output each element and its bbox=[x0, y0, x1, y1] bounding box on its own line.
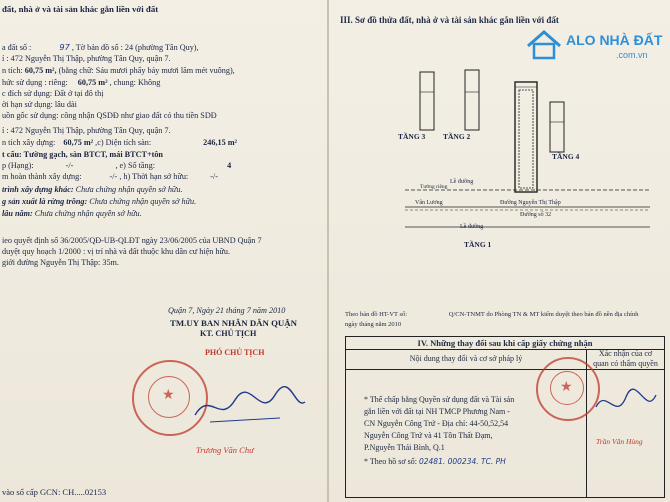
completion-line: m hoàn thành xây dựng: -/- , h) Thời hạn sở hữu: -/- bbox=[2, 172, 218, 181]
address-line: ỉ : 472 Nguyễn Thị Thập, phường Tân Quy, quận 7. bbox=[2, 54, 171, 63]
vice-chair-title: PHÓ CHỦ TỊCH bbox=[205, 348, 265, 357]
page-fold bbox=[327, 0, 329, 502]
map-note-date: ngày tháng năm 2010 bbox=[345, 321, 402, 328]
structure-line: t cấu: Tường gạch, sàn BTCT, mái BTCT+tôn bbox=[2, 150, 163, 159]
change-entry-5: P.Nguyễn Thái Bình, Q.1 bbox=[364, 443, 445, 452]
signature-mark bbox=[190, 380, 310, 430]
label-tuong-rieng: Tường riêng bbox=[420, 184, 448, 190]
floor-1-plot bbox=[515, 82, 537, 192]
label-tang2: TẦNG 2 bbox=[443, 132, 471, 141]
grade-line: p (Hạng): -/- , e) Số tầng: 4 bbox=[2, 161, 232, 170]
watermark-logo bbox=[524, 22, 668, 66]
col-confirm-header: Xác nhận của cơ quan có thẩm quyền bbox=[587, 349, 664, 370]
house-logo-icon bbox=[524, 26, 564, 62]
signing-date: Quận 7, Ngày 21 tháng 7 năm 2010 bbox=[168, 306, 286, 315]
change-entry-2: gắn liền với đất tại NH TMCP Phương Nam - bbox=[364, 407, 510, 416]
floor-3-plan bbox=[420, 72, 434, 130]
perennial-line: lâu năm: Chưa chứng nhận quyền sở hữu. bbox=[2, 209, 142, 218]
decision-line: ieo quyết định số 36/2005/QĐ-UB-QLĐT ngày 23/06/2005 của UBND Quận 7 bbox=[2, 236, 262, 245]
signer-name: Trương Văn Chư bbox=[196, 445, 254, 455]
build-area-line: n tích xây dựng: 60,75 m² ,c) Diện tích sàn: 246,15 m² bbox=[2, 138, 237, 147]
change-entry-3: CN Nguyễn Công Trứ - Địa chỉ: 44-50,52,54 bbox=[364, 419, 509, 428]
seal-star-icon: ★ bbox=[162, 388, 175, 403]
label-tang3: TẦNG 3 bbox=[398, 132, 426, 141]
usage-term-line: ời hạn sử dụng: lâu dài bbox=[2, 100, 77, 109]
signer-role: KT. CHỦ TỊCH bbox=[200, 329, 257, 338]
watermark-domain: .com.vn bbox=[616, 50, 648, 60]
confirm-signer-name: Trần Văn Hùng bbox=[596, 437, 643, 446]
boundary-line: giới đường Nguyễn Thị Thập: 35m. bbox=[2, 258, 119, 267]
label-tang4: TẦNG 4 bbox=[552, 152, 580, 161]
diagram-heading: III. Sơ đồ thửa đất, nhà ở và tài sản khác gắn liền với đất bbox=[340, 15, 559, 25]
watermark-brand: ALO NHÀ ĐẤT bbox=[566, 32, 663, 48]
registry-number: vào sổ cấp GCN: CH.....02153 bbox=[2, 487, 107, 497]
forest-line: g sản xuất là rừng trồng: Chưa chứng nhận quyền sở hữu. bbox=[2, 197, 197, 206]
label-le-duong: Lề đường bbox=[450, 179, 474, 185]
confirm-signature-mark bbox=[591, 377, 661, 437]
left-title: đất, nhà ở và tài sản khác gắn liền với đất bbox=[2, 4, 159, 14]
floor-2-plan bbox=[465, 70, 479, 130]
table-title: IV. Những thay đổi sau khi cấp giấy chứng nhận bbox=[346, 337, 664, 350]
parcel-line: a đất số : 97 , Tờ bản đồ số : 24 (phường Tân Quy), bbox=[2, 42, 199, 52]
issuing-org: TM.UY BAN NHÂN DÂN QUẬN bbox=[170, 318, 297, 328]
origin-line: uồn gốc sử dụng: công nhận QSDĐ như giao đất có thu tiền SDĐ bbox=[2, 111, 217, 120]
floor-plan-diagram bbox=[345, 62, 660, 262]
changes-table bbox=[345, 336, 665, 498]
change-entry-6: * Theo hồ sơ số: 02481. 000234. TC. PH bbox=[364, 457, 506, 466]
house-address-line: ỉ : 472 Nguyễn Thị Thập, phường Tân Quy, quận 7. bbox=[2, 126, 171, 135]
label-le-duong-2: Lề đường bbox=[460, 224, 484, 230]
planning-line: duyệt quy hoạch 1/2000 : vị trí nhà và đất thuộc khu dân cư hiện hữu. bbox=[2, 247, 231, 256]
bank-seal-star-icon: ★ bbox=[560, 380, 573, 395]
label-tang1: TẦNG 1 bbox=[464, 240, 492, 249]
map-note: Theo bản đồ HT-VT số: Q/CN-TNMT do Phòng TN & MT kiểm duyệt theo bản đồ nền địa chính bbox=[345, 311, 639, 318]
label-van-luong: Vân Lương bbox=[415, 200, 443, 206]
floor-4-plan bbox=[550, 102, 564, 152]
area-line: n tích: 60,75 m², (bằng chữ: Sáu mươi phẩy bảy mươi lăm mét vuông), bbox=[2, 66, 235, 75]
usage-purpose-line: c đích sử dụng: Đất ở tại đô thị bbox=[2, 89, 104, 98]
change-entry-4: Nguyễn Công Trứ và 41 Tôn Thất Đạm, bbox=[364, 431, 493, 440]
label-road-name: Đường Nguyễn Thị Thập bbox=[500, 200, 561, 206]
label-duong-so: Đường số 32 bbox=[520, 212, 552, 218]
other-works-line: trình xây dựng khác: Chưa chứng nhận quyền sở hữu. bbox=[2, 185, 183, 194]
usage-form-line: hức sử dụng : riêng: 60,75 m² , chung: Không bbox=[2, 78, 161, 87]
col-content-header: Nội dung thay đổi và cơ sở pháp lý bbox=[346, 349, 586, 370]
change-entry-1: * Thế chấp bằng Quyền sử dụng đất và Tài sản bbox=[364, 395, 515, 404]
